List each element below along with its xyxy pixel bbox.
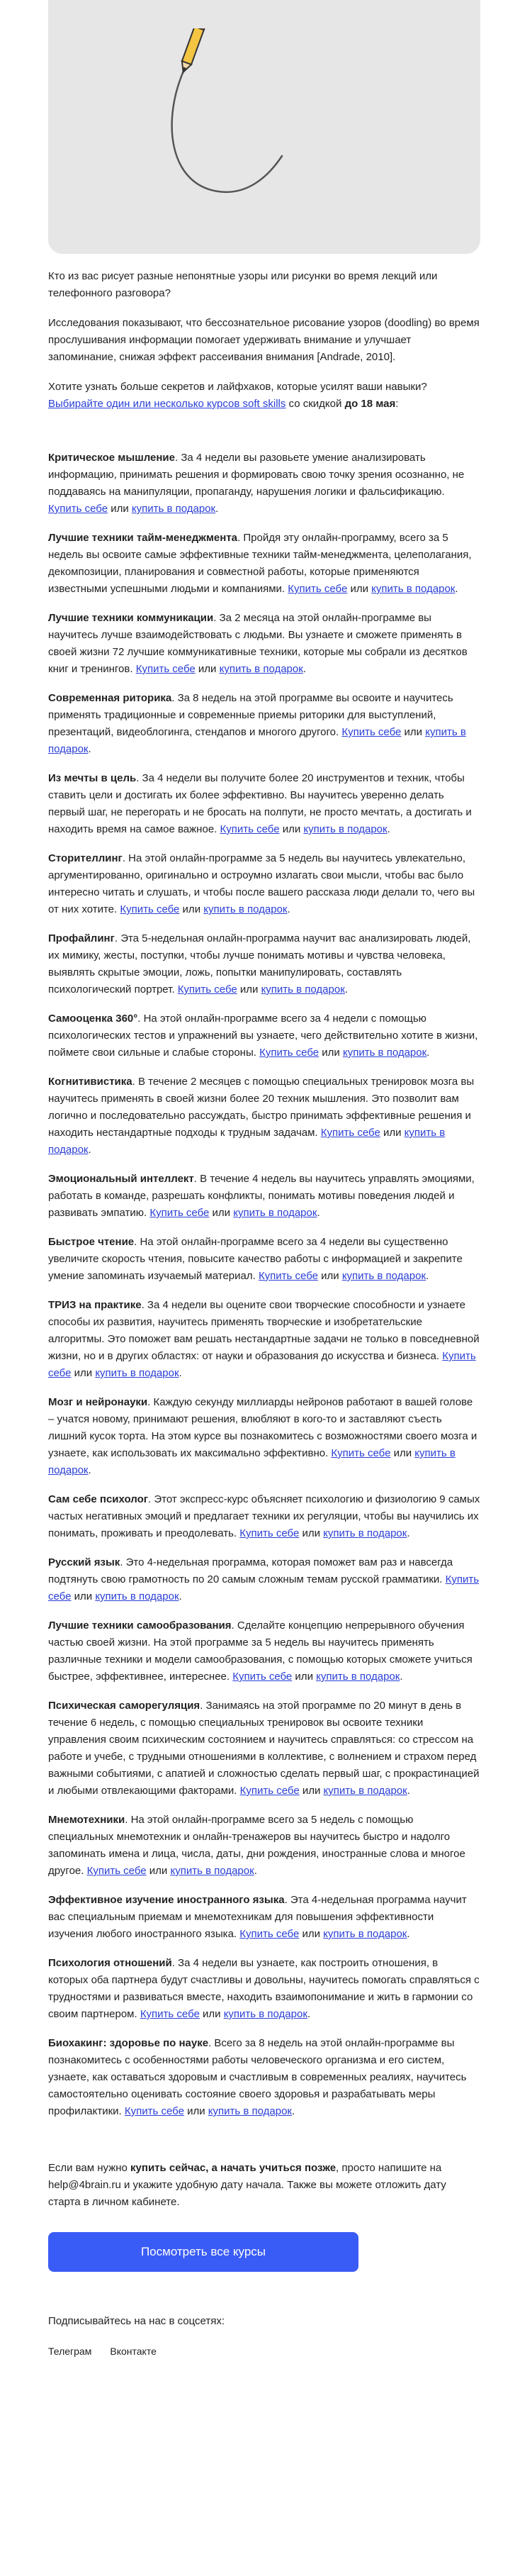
course-description: . За 2 месяца на этой онлайн-программе вы научитесь лучше взаимодействовать с людьми. Вы узнаете и сможете применять в своей жизни 72 лучшие коммуникативные техники, которые мы собрали из десятков книг и тренингов.	[48, 612, 468, 675]
course-title: Современная риторика	[48, 692, 172, 704]
course-item: Лучшие техники коммуникации. За 2 месяца на этой онлайн-программе вы научитесь лучше взаимодействовать с людьми. Вы узнаете и сможете применять в своей жизни 72 лучшие коммуникативные техники, которые мы собрали из десятков книг и тренингов. Купить себе или купить в подарок.	[48, 612, 468, 675]
buy-gift-link[interactable]: купить в подарок	[203, 903, 288, 915]
course-description: . Всего за 8 недель на этой онлайн-программе вы познакомитесь с особенностями работы человеческого организма и его систем, узнаете, как оставаться здоровым и счастливым в современных реалиях, научитесь самостоятельно оценивать состояние своего здоровья и разрабатывать меры профилактики.	[48, 2037, 467, 2117]
course-description: . Этот экспресс-курс объясняет психологию и физиологию 9 самых частых негативных эмоций и предлагает техники их регуляции, чтобы вы научились их понимать, проживать и преодолевать.	[48, 1493, 480, 1539]
course-item: Когнитивистика. В течение 2 месяцев с помощью специальных тренировок мозга вы научитесь применять в своей жизни более 20 техник мышления. Это позволит вам логично и последовательно рассуждать, быстро принимать эффективные решения и находить нестандартные подходы к трудным задачам. Купить себе или купить в подарок.	[48, 1076, 475, 1156]
buy-gift-link[interactable]: купить в подарок	[342, 1047, 427, 1059]
social-link-vk[interactable]: Вконтакте	[110, 2346, 157, 2357]
course-item: Эмоциональный интеллект. В течение 4 недель вы научитесь управлять эмоциями, работать в команде, разрешать конфликты, понимать мотивы поведения людей и развивать эмпатию. Купить себе или купить в подарок.	[48, 1173, 475, 1219]
buy-self-link[interactable]: Купить себе	[288, 583, 348, 595]
intro-question: Кто из вас рисует разные непонятные узоры или рисунки во время лекций или телефонного разговора?	[48, 270, 438, 299]
course-list	[48, 450, 480, 2120]
course-title: Эмоциональный интеллект	[48, 1173, 194, 1185]
buy-self-link[interactable]: Купить себе	[140, 2008, 200, 2020]
deadline-text: до 18 мая	[344, 398, 396, 410]
course-title: Сторителлинг	[48, 852, 123, 864]
buy-gift-link[interactable]: купить в подарок	[170, 1865, 254, 1877]
course-description: . Сделайте концепцию непрерывного обучения частью своей жизни. На этой программе за 5 недель вы научитесь применять различные техники и модели самообразования, с помощью которых сможете учиться быстрее, эффективнее, интереснее.	[48, 1619, 473, 1683]
buy-gift-link[interactable]: купить в подарок	[219, 663, 303, 675]
course-title: Критическое мышление	[48, 452, 175, 464]
outro-text: Если вам нужно купить сейчас, а начать учиться позже, просто напишите на help@4brain.ru и укажите удобную дату начала. Также вы можете отложить дату старта в личном кабинете.	[48, 2162, 446, 2208]
course-title: Мозг и нейронауки	[48, 1396, 148, 1408]
course-title: Сам себе психолог	[48, 1493, 149, 1505]
pencil-doodle-icon	[140, 28, 310, 213]
buy-gift-link[interactable]: купить в подарок	[48, 1447, 456, 1476]
course-description: . Пройдя эту онлайн-программу, всего за 5 недель вы освоите самые эффективные техники тайм-менеджмента, целеполагания, декомпозиции, планирования и совместной работы, которые применяются известными успешными людьми и компаниями.	[48, 532, 472, 595]
course-description: . Занимаясь на этой программе по 20 минут в день в течение 6 недель, с помощью специальных тренировок вы освоите техники управления своим психическим состоянием и научитесь справляться: со стрессом на работе и учебе, с трудными отношениями в коллективе, с волнением и страхом перед важными событиями, с апатией и сложностью сделать первый шаг, с прокрастинацией и любыми отвлекающими факторами.	[48, 1700, 480, 1797]
course-item: Современная риторика. За 8 недель на этой программе вы освоите и научитесь применять традиционные и современные приемы риторики для выступлений, презентаций, видеоблогинга, стендапов и многого другого. Купить себе или купить в подарок.	[48, 692, 466, 755]
course-item: Быстрое чтение. На этой онлайн-программе всего за 4 недели вы существенно увеличите скорость чтения, повысите качество работы с информацией и закрепите умение запоминать изучаемый материал. Купить себе или купить в подарок.	[48, 1236, 463, 1282]
choose-courses-link[interactable]: Выбирайте один или несколько курсов soft skills	[48, 398, 286, 410]
course-title: Быстрое чтение	[48, 1236, 135, 1248]
course-title: Из мечты в цель	[48, 772, 137, 784]
buy-gift-link[interactable]: купить в подарок	[95, 1367, 179, 1379]
course-item: Мозг и нейронауки. Каждую секунду миллиарды нейронов работают в вашей голове – учатся новому, принимают решения, влюбляют в кого-то и заставляют съесть лишний кусок торта. На этом курсе вы познакомитесь с возможностями своего мозга и узнаете, как использовать их максимально эффективно. Купить себе или купить в подарок.	[48, 1396, 477, 1476]
course-title: Эффективное изучение иностранного языка	[48, 1894, 285, 1906]
buy-gift-link[interactable]: купить в подарок	[323, 1785, 407, 1797]
intro-research: Исследования показывают, что бессознательное рисование узоров (doodling) во время прослушивания информации помогает удерживать внимание и улучшает запоминание, снижая эффект рассеивания внимания [Andrade, 2010].	[48, 317, 480, 363]
buy-self-link[interactable]: Купить себе	[341, 726, 402, 738]
course-item: Из мечты в цель. За 4 недели вы получите более 20 инструментов и техник, чтобы ставить цели и достигать их более эффективно. Вы научитесь уверенно делать первый шаг, не перегорать и не бросать на полпути, не просто мечтать, а достигать и находить время на самое важное. Купить себе или купить в подарок.	[48, 772, 472, 835]
course-item: Психология отношений. За 4 недели вы узнаете, как построить отношения, в которых оба партнера будут счастливы и довольны, научитесь помогать справляться с трудностями и развиваться вместе, находить взаимопонимание и жить в гармонии со своим партнером. Купить себе или купить в подарок.	[48, 1957, 480, 2020]
buy-self-link[interactable]: Купить себе	[239, 1785, 300, 1797]
course-title: ТРИЗ на практике	[48, 1299, 142, 1311]
buy-self-link[interactable]: Купить себе	[258, 1270, 318, 1282]
intro-offer: Хотите узнать больше секретов и лайфхаков, которые усилят ваши навыки? Выбирайте один или несколько курсов soft skills со скидкой до 18 мая:	[48, 381, 427, 410]
course-item: Самооценка 360°. На этой онлайн-программе всего за 4 недели с помощью психологических тестов и упражнений вы узнаете, чего действительно хотите в жизни, поймете свои сильные и слабые стороны. Купить себе или купить в подарок.	[48, 1013, 478, 1059]
social-links	[48, 2343, 480, 2360]
intro-section	[48, 268, 480, 413]
buy-self-link[interactable]: Купить себе	[48, 1350, 476, 1379]
course-description: . За 4 недели вы получите более 20 инструментов и техник, чтобы ставить цели и достигать их более эффективно. Вы научитесь уверенно делать первый шаг, не перегорать и не бросать на полпути, не просто мечтать, а достигать и находить время на самое важное.	[48, 772, 472, 835]
buy-gift-link[interactable]: купить в подарок	[233, 1207, 317, 1219]
course-title: Профайлинг	[48, 932, 115, 944]
buy-gift-link[interactable]: купить в подарок	[341, 1270, 426, 1282]
course-description: . Эта 5-недельная онлайн-программа научит вас анализировать людей, их мимику, жесты, поступки, чтобы лучше понимать мотивы и чувства человека, выявлять скрытые эмоции, ложь, попытки манипулировать, составлять психологический портрет.	[48, 932, 471, 996]
course-title: Мнемотехники	[48, 1814, 125, 1826]
course-description: . Эта 4-недельная программа научит вас специальным приемам и мнемотехникам для повышения эффективности изучения любого иностранного языка.	[48, 1894, 467, 1940]
buy-self-link[interactable]: Купить себе	[331, 1447, 391, 1459]
course-item: Сторителлинг. На этой онлайн-программе за 5 недель вы научитесь увлекательно, аргументированно, оригинально и остроумно излагать свои мысли, чтобы вас было интересно читать и слушать, и чтобы после вашего рассказа люди делали то, чего вы от них хотите. Купить себе или купить в подарок.	[48, 852, 475, 915]
buy-self-link[interactable]: Купить себе	[320, 1127, 380, 1139]
course-description: . В течение 2 месяцев с помощью специальных тренировок мозга вы научитесь применять в своей жизни более 20 техник мышления. Это позволит вам логично и последовательно рассуждать, быстро принимать эффективные решения и находить нестандартные подходы к трудным задачам.	[48, 1076, 475, 1139]
buy-gift-link[interactable]: купить в подарок	[371, 583, 456, 595]
buy-self-link[interactable]: Купить себе	[120, 903, 180, 915]
view-all-courses-button[interactable]: Посмотреть все курсы	[48, 2232, 358, 2272]
buy-self-link[interactable]: Купить себе	[232, 1671, 293, 1683]
course-item: Профайлинг. Эта 5-недельная онлайн-программа научит вас анализировать людей, их мимику, жесты, поступки, чтобы лучше понимать мотивы и чувства человека, выявлять скрытые эмоции, ложь, попытки манипулировать, составлять психологический портрет. Купить себе или купить в подарок.	[48, 932, 471, 996]
buy-gift-link[interactable]: купить в подарок	[95, 1590, 179, 1602]
course-description: . На этой онлайн-программе всего за 5 недель с помощью специальных мнемотехник и онлайн-тренажеров вы научитесь быстро и надолго запоминать имена и лица, числа, даты, дни рождения, иностранные слова и многое другое.	[48, 1814, 465, 1877]
course-item: Русский язык. Это 4-недельная программа, которая поможет вам раз и навсегда подтянуть свою грамотность по 20 самым сложным темам русской грамматики. Купить себе или купить в подарок.	[48, 1556, 480, 1602]
buy-gift-link[interactable]: купить в подарок	[303, 823, 388, 835]
buy-self-link[interactable]: Купить себе	[177, 983, 237, 996]
course-item: Сам себе психолог. Этот экспресс-курс объясняет психологию и физиологию 9 самых частых негативных эмоций и предлагает техники их регуляции, чтобы вы научились их понимать, проживать и преодолевать. Купить себе или купить в подарок.	[48, 1493, 480, 1539]
course-title: Психология отношений	[48, 1957, 172, 1969]
course-description: . На этой онлайн-программе всего за 4 недели с помощью психологических тестов и упражнений вы узнаете, чего действительно хотите в жизни, поймете свои сильные и слабые стороны.	[48, 1013, 478, 1059]
course-item: Мнемотехники. На этой онлайн-программе всего за 5 недель с помощью специальных мнемотехник и онлайн-тренажеров вы научитесь быстро и надолго запоминать имена и лица, числа, даты, дни рождения, иностранные слова и многое другое. Купить себе или купить в подарок.	[48, 1814, 465, 1877]
course-item: ТРИЗ на практике. За 4 недели вы оцените свои творческие способности и узнаете способы их развития, научитесь применять творческие и изобретательские алгоритмы. Это поможет вам решать нестандартные задачи не только в повседневной жизни, но и в других областях: от науки и образования до искусства и бизнеса. Купить себе или купить в подарок.	[48, 1299, 480, 1379]
buy-gift-link[interactable]: купить в подарок	[223, 2008, 307, 2020]
course-title: Русский язык	[48, 1556, 120, 1568]
course-description: . За 4 недели вы разовьете умение анализировать информацию, принимать решения и формировать свою точку зрения осознанно, не поддаваясь на манипуляции, пропаганду, нарушения логики и фальсификацию.	[48, 452, 465, 498]
hero-illustration	[48, 0, 480, 254]
course-item: Психическая саморегуляция. Занимаясь на этой программе по 20 минут в день в течение 6 недель, с помощью специальных тренировок вы освоите техники управления своим психическим состоянием и научитесь справляться: со стрессом на работе и учебе, с трудными отношениями в коллективе, с волнением и страхом перед важными событиями, с апатией и сложностью сделать первый шаг, с прокрастинацией и любыми отвлекающими факторами. Купить себе или купить в подарок.	[48, 1700, 480, 1797]
buy-self-link[interactable]: Купить себе	[48, 1573, 480, 1602]
buy-gift-link[interactable]: купить в подарок	[261, 983, 345, 996]
course-description: . За 8 недель на этой программе вы освоите и научитесь применять традиционные и современные приемы риторики для выступлений, презентаций, видеоблогинга, стендапов и многого другого.	[48, 692, 453, 738]
course-description: . В течение 4 недель вы научитесь управлять эмоциями, работать в команде, разрешать конфликты, понимать мотивы поведения людей и развивать эмпатию.	[48, 1173, 475, 1219]
buy-self-link[interactable]: Купить себе	[259, 1047, 320, 1059]
course-title: Биохакинг: здоровье по науке	[48, 2037, 209, 2049]
buy-self-link[interactable]: Купить себе	[124, 2105, 184, 2117]
course-item: Биохакинг: здоровье по науке. Всего за 8 недель на этой онлайн-программе вы познакомитесь с особенностями работы человеческого организма и его систем, узнаете, как оставаться здоровым и счастливым в современных реалиях, научитесь самостоятельно оценивать состояние своего здоровья и разрабатывать меры профилактики. Купить себе или купить в подарок.	[48, 2037, 467, 2117]
buy-self-link[interactable]: Купить себе	[220, 823, 280, 835]
buy-self-link[interactable]: Купить себе	[239, 1527, 300, 1539]
course-item: Эффективное изучение иностранного языка. Эта 4-недельная программа научит вас специальным приемам и мнемотехникам для повышения эффективности изучения любого иностранного языка. Купить себе или купить в подарок.	[48, 1894, 467, 1940]
course-description: . За 4 недели вы узнаете, как построить отношения, в которых оба партнера будут счастливы и довольны, научитесь помогать справляться с трудностями и развиваться вместе, находить взаимопонимание и жить в гармонии со своим партнером.	[48, 1957, 480, 2020]
social-link-telegram[interactable]: Телеграм	[48, 2346, 92, 2357]
social-title: Подписывайтесь на нас в соцсетях:	[48, 2315, 225, 2327]
buy-self-link[interactable]: Купить себе	[149, 1207, 210, 1219]
buy-gift-link[interactable]: купить в подарок	[316, 1671, 400, 1683]
buy-self-link[interactable]: Купить себе	[86, 1865, 147, 1877]
course-description: . На этой онлайн-программе за 5 недель вы научитесь увлекательно, аргументированно, оригинально и остроумно излагать свои мысли, чтобы вас было интересно читать и слушать, и чтобы после вашего рассказа люди делали то, чего вы от них хотите.	[48, 852, 475, 915]
buy-self-link[interactable]: Купить себе	[48, 503, 108, 515]
course-description: . На этой онлайн-программе всего за 4 недели вы существенно увеличите скорость чтения, повысите качество работы с информацией и закрепите умение запоминать изучаемый материал.	[48, 1236, 463, 1282]
course-description: . Это 4-недельная программа, которая поможет вам раз и навсегда подтянуть свою грамотность по 20 самым сложным темам русской грамматики.	[48, 1556, 453, 1585]
course-title: Психическая саморегуляция	[48, 1700, 200, 1712]
course-title: Когнитивистика	[48, 1076, 132, 1088]
course-description: . За 4 недели вы оцените свои творческие способности и узнаете способы их развития, научитесь применять творческие и изобретательские алгоритмы. Это поможет вам решать нестандартные задачи не только в повседневной жизни, но и в других областях: от науки и образования до искусства и бизнеса.	[48, 1299, 480, 1362]
buy-gift-link[interactable]: купить в подарок	[131, 503, 216, 515]
buy-gift-link[interactable]: купить в подарок	[208, 2105, 292, 2117]
course-title: Самооценка 360°	[48, 1013, 138, 1025]
course-title: Лучшие техники тайм-менеджмента	[48, 532, 238, 544]
course-title: Лучшие техники самообразования	[48, 1619, 232, 1632]
buy-gift-link[interactable]: купить в подарок	[48, 1127, 446, 1156]
course-item: Лучшие техники тайм-менеджмента. Пройдя эту онлайн-программу, всего за 5 недель вы освоите самые эффективные техники тайм-менеджмента, целеполагания, декомпозиции, планирования и совместной работы, которые применяются известными успешными людьми и компаниями. Купить себе или купить в подарок.	[48, 532, 472, 595]
course-item: Критическое мышление. За 4 недели вы разовьете умение анализировать информацию, принимать решения и формировать свою точку зрения осознанно, не поддаваясь на манипуляции, пропаганду, нарушения логики и фальсификацию. Купить себе или купить в подарок.	[48, 452, 465, 515]
course-description: . Каждую секунду миллиарды нейронов работают в вашей голове – учатся новому, принимают решения, влюбляют в кого-то и заставляют съесть лишний кусок торта. На этом курсе вы познакомитесь с возможностями своего мозга и узнаете, как использовать их максимально эффективно.	[48, 1396, 477, 1459]
buy-self-link[interactable]: Купить себе	[135, 663, 196, 675]
course-title: Лучшие техники коммуникации	[48, 612, 214, 624]
course-item: Лучшие техники самообразования. Сделайте концепцию непрерывного обучения частью своей жизни. На этой программе за 5 недель вы научитесь применять различные техники и модели самообразования, с помощью которых сможете учиться быстрее, эффективнее, интереснее. Купить себе или купить в подарок.	[48, 1619, 473, 1683]
buy-gift-link[interactable]: купить в подарок	[48, 726, 466, 755]
buy-gift-link[interactable]: купить в подарок	[323, 1928, 407, 1940]
buy-gift-link[interactable]: купить в подарок	[323, 1527, 407, 1539]
buy-self-link[interactable]: Купить себе	[239, 1928, 300, 1940]
